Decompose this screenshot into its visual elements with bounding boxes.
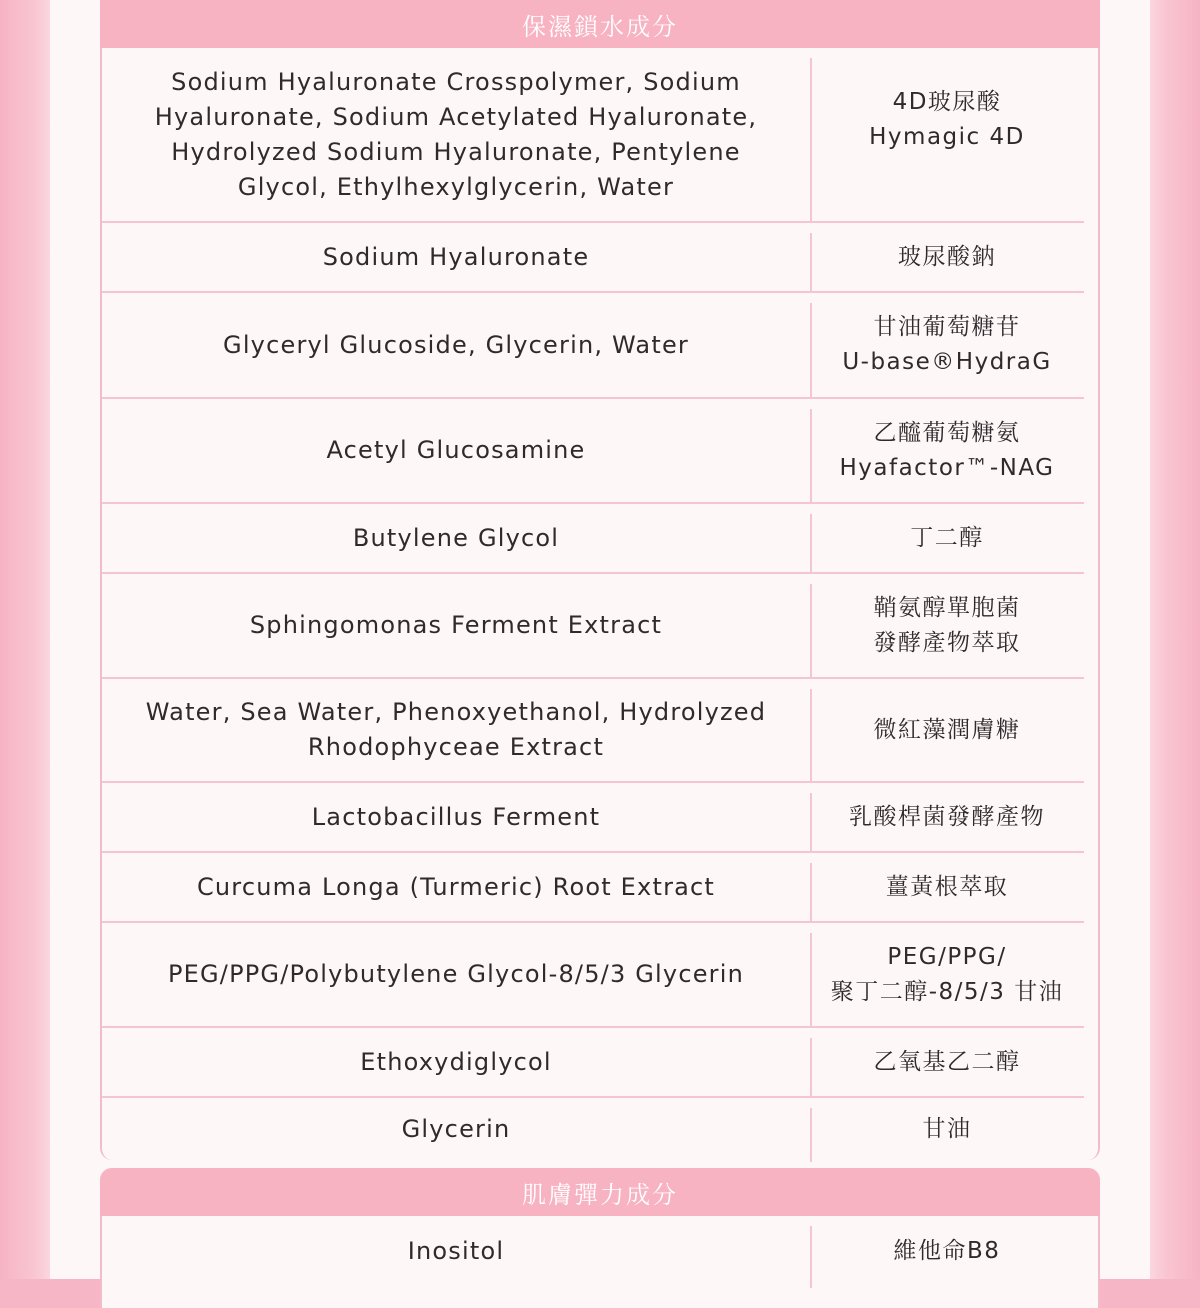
table-row xyxy=(102,399,1084,504)
ingredient-chinese-name: 乙醯葡萄糖氨 Hyafactor™-NAG xyxy=(810,399,1084,502)
ingredient-inci-name: Inositol xyxy=(407,1236,505,1265)
table-row xyxy=(102,783,1084,853)
ingredient-inci-name: Sodium Hyaluronate xyxy=(322,242,590,271)
ingredient-inci-name: Ethoxydiglycol xyxy=(360,1047,552,1076)
ingredient-chinese-name: 微紅藻潤膚糖 xyxy=(810,679,1084,781)
table-row xyxy=(102,574,1084,679)
table-row xyxy=(102,48,1084,223)
table-row xyxy=(102,923,1084,1028)
ingredient-inci-name: PEG/PPG/Polybutylene Glycol-8/5/3 Glycerin xyxy=(167,960,745,988)
right-border-band xyxy=(1150,0,1200,1279)
ingredients-table-moisturizing xyxy=(102,48,1084,1160)
ingredient-inci-name: Curcuma Longa (Turmeric) Root Extract xyxy=(196,872,716,901)
table-row xyxy=(102,1098,1084,1160)
table-row xyxy=(102,223,1084,293)
ingredient-chinese-name: 維他命B8 xyxy=(810,1216,1084,1286)
table-row xyxy=(102,504,1084,574)
ingredient-inci-name: Sodium Hyaluronate Crosspolymer, Sodium Hyaluronate, Sodium Acetylated Hyaluronate, Hydrolyzed Sodium Hyaluronate, Pentylene Glycol, Ethylhexylglycerin, Water xyxy=(154,67,758,201)
ingredient-inci-name: Lactobacillus Ferment xyxy=(311,802,601,831)
section-title-moisturizing: 保濕鎖水成分 xyxy=(100,0,1100,48)
ingredient-chinese-name: 鞘氨醇單胞菌 發酵產物萃取 xyxy=(810,574,1084,677)
table-row xyxy=(102,1028,1084,1098)
table-row xyxy=(102,1216,1084,1286)
left-border-band xyxy=(0,0,50,1279)
ingredient-chinese-name: 玻尿酸鈉 xyxy=(810,223,1084,291)
table-row xyxy=(102,679,1084,783)
section-title-elasticity: 肌膚彈力成分 xyxy=(100,1168,1100,1216)
table-row xyxy=(102,853,1084,923)
ingredient-chinese-name: 乳酸桿菌發酵產物 xyxy=(810,783,1084,851)
ingredient-chinese-name: 4D玻尿酸 Hymagic 4D xyxy=(810,48,1084,221)
ingredient-chinese-name: 丁二醇 xyxy=(810,504,1084,572)
ingredient-inci-name: Acetyl Glucosamine xyxy=(326,436,586,464)
ingredient-inci-name: Water, Sea Water, Phenoxyethanol, Hydrolyzed Rhodophyceae Extract xyxy=(145,698,767,761)
ingredient-inci-name: Sphingomonas Ferment Extract xyxy=(249,611,663,639)
ingredient-chinese-name: 薑黃根萃取 xyxy=(810,853,1084,921)
ingredients-table-elasticity xyxy=(102,1216,1084,1286)
table-row xyxy=(102,293,1084,399)
ingredient-chinese-name: PEG/PPG/ 聚丁二醇-8/5/3 甘油 xyxy=(810,923,1084,1026)
ingredient-chinese-name: 乙氧基乙二醇 xyxy=(810,1028,1084,1096)
ingredient-chinese-name: 甘油葡萄糖苷 U-base®HydraG xyxy=(810,293,1084,397)
ingredient-chinese-name: 甘油 xyxy=(810,1098,1084,1160)
ingredient-inci-name: Glyceryl Glucoside, Glycerin, Water xyxy=(223,330,689,359)
ingredient-inci-name: Glycerin xyxy=(401,1114,511,1143)
ingredient-inci-name: Butylene Glycol xyxy=(352,523,560,552)
